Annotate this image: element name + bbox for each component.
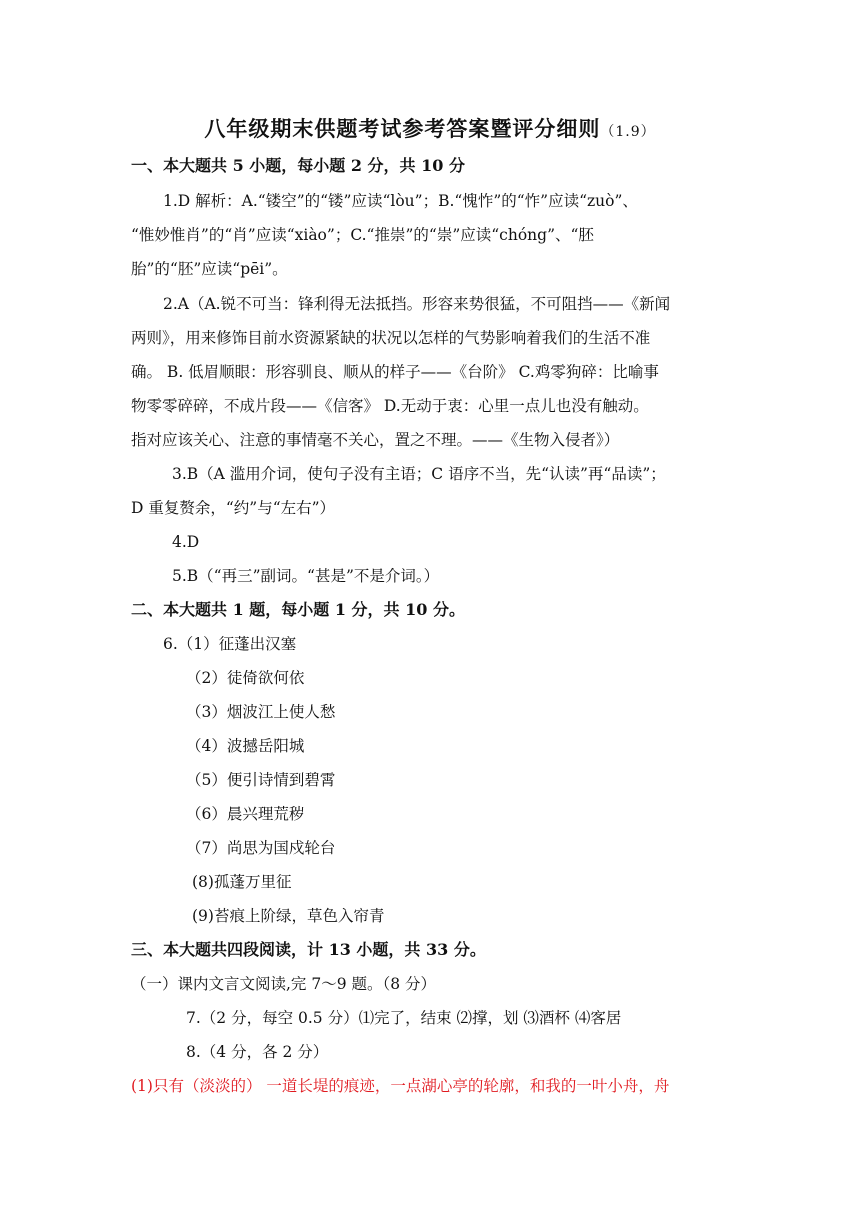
title-version: （1.9） (600, 124, 656, 140)
q1-line-2: “惟妙惟肖”的“肖”应读“xiào”；C.“推崇”的“崇”应读“chóng”、“胚 (131, 226, 594, 244)
section-1-heading: 一、本大题共 5 小题，每小题 2 分，共 10 分 (131, 156, 465, 175)
q6-item-6: （6）晨兴理荒秽 (186, 805, 305, 823)
q2-line-2: 两则》，用来修饰目前水资源紧缺的状况以怎样的气势影响着我们的生活不准 (131, 329, 651, 347)
q3-line-1: 3.B（A 滥用介词，使句子没有主语；C 语序不当，先“认读”再“品读”； (172, 465, 666, 483)
q2-line-4: 物零零碎碎，不成片段——《信客》 D.无动于衷：心里一点儿也没有触动。 (131, 397, 649, 415)
q2-line-5: 指对应该关心、注意的事情毫不关心，置之不理。——《生物入侵者》） (131, 431, 620, 449)
q6-item-4: （4）波撼岳阳城 (186, 737, 305, 755)
section-3-heading: 三、本大题共四段阅读，计 13 小题，共 33 分。 (131, 940, 486, 959)
q8-answer-line-1: (1)只有（淡淡的） 一道长堤的痕迹，一点湖心亭的轮廓，和我的一叶小舟，舟 (131, 1077, 670, 1095)
q2-line-3: 确。 B. 低眉顺眼：形容驯良、顺从的样子——《台阶》 C.鸡零狗碎：比喻事 (131, 363, 659, 381)
q8-heading: 8.（4 分，各 2 分） (186, 1043, 329, 1061)
q4-answer: 4.D (172, 533, 200, 551)
section-2-heading: 二、本大题共 1 题，每小题 1 分，共 10 分。 (131, 600, 465, 619)
q6-item-5: （5）便引诗情到碧霄 (186, 771, 336, 789)
q6-item-3: （3）烟波江上使人愁 (186, 703, 336, 721)
q6-item-1: 6.（1）征蓬出汉塞 (163, 635, 297, 653)
q2-line-1: 2.A（A.锐不可当：锋利得无法抵挡。形容来势很猛，不可阻挡——《新闻 (163, 295, 671, 313)
title-text: 八年级期末供题考试参考答案暨评分细则 (204, 116, 601, 141)
q6-item-7: （7）尚思为国戍轮台 (186, 839, 336, 857)
q6-item-8: (8)孤蓬万里征 (192, 873, 292, 891)
q1-line-1: 1.D 解析：A.“镂空”的“镂”应读“lòu”；B.“愧怍”的“怍”应读“zuò”、 (163, 192, 638, 210)
q6-item-2: （2）徒倚欲何依 (186, 669, 305, 687)
q3-line-2: D 重复赘余，“约”与“左右”） (131, 499, 336, 517)
q1-line-3: 胎”的“胚”应读“pēi”。 (131, 260, 288, 278)
section-3-subheading-1: （一）课内文言文阅读,完 7～9 题。（8 分） (131, 975, 437, 993)
q6-item-9: (9)苔痕上阶绿，草色入帘青 (192, 907, 385, 925)
q7-answer: 7.（2 分，每空 0.5 分）⑴完了，结束 ⑵撑，划 ⑶酒杯 ⑷客居 (186, 1009, 622, 1027)
page-title (0, 113, 860, 143)
q5-answer: 5.B（“再三”副词。“甚是”不是介词。） (172, 567, 440, 585)
